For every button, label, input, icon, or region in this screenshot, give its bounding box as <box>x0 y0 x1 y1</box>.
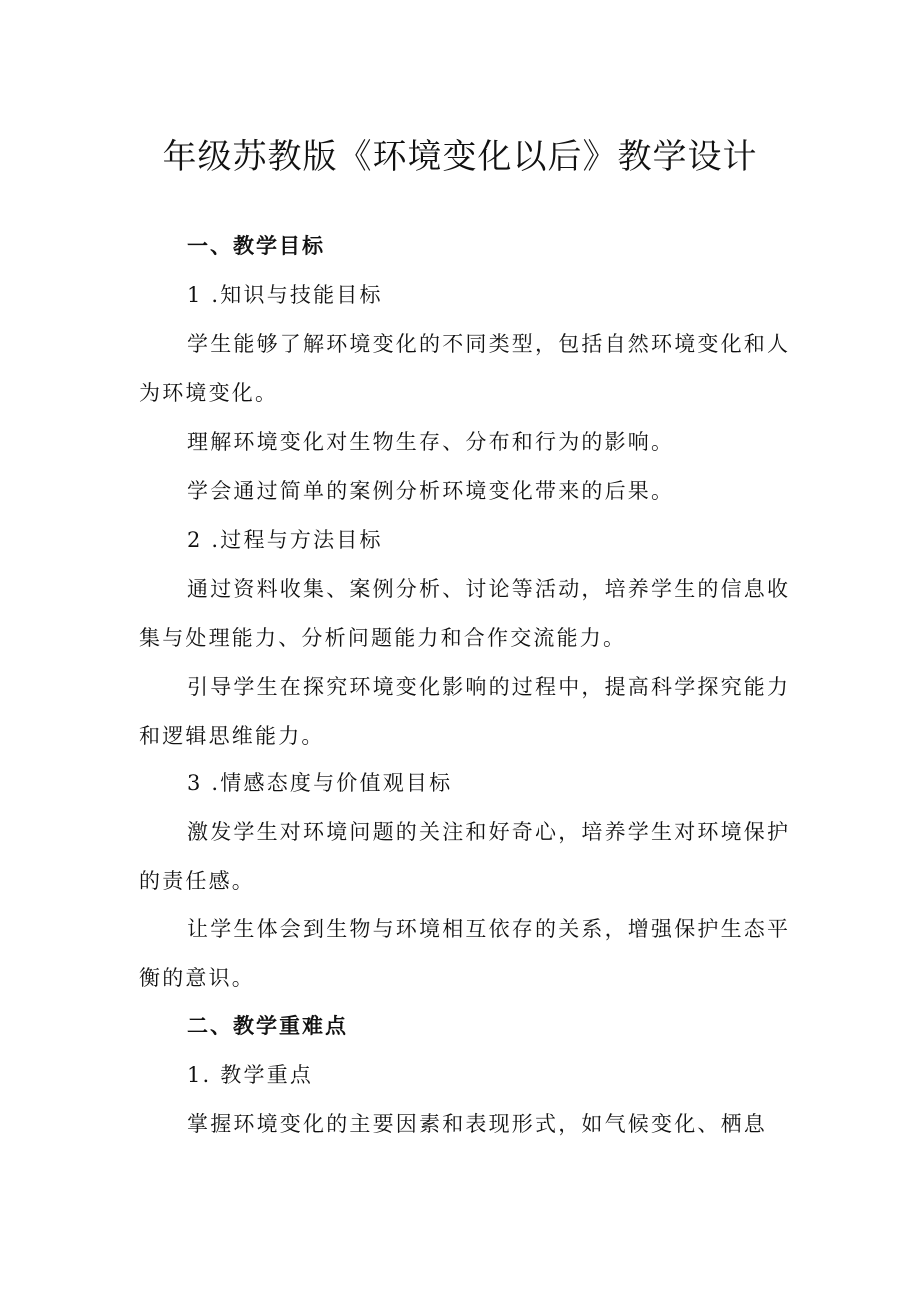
paragraph-knowledge-3: 学会通过简单的案例分析环境变化带来的后果。 <box>187 479 675 503</box>
paragraph-knowledge-2: 理解环境变化对生物生存、分布和行为的影响。 <box>187 430 675 454</box>
document-title: 年级苏教版《环境变化以后》教学设计 <box>162 137 758 177</box>
subheading-knowledge-skills: 1 .知识与技能目标 <box>187 283 383 307</box>
subheading-teaching-focus: 1. 教学重点 <box>187 1063 314 1087</box>
paragraph-line: 为环境变化。 <box>139 381 279 405</box>
paragraph-line: 让学生体会到生物与环境相互依存的关系，增强保护生态平 <box>187 917 791 941</box>
paragraph-process-1 <box>139 565 789 663</box>
paragraph-line: 和逻辑思维能力。 <box>139 724 325 748</box>
paragraph-line: 通过资料收集、案例分析、讨论等活动，培养学生的信息收 <box>187 577 791 601</box>
paragraph-line: 的责任感。 <box>139 869 255 893</box>
paragraph-line: 激发学生对环境问题的关注和好奇心，培养学生对环境保护 <box>187 820 791 844</box>
paragraph-line: 学生能够了解环境变化的不同类型，包括自然环境变化和人 <box>187 332 791 356</box>
subheading-emotion-values: 3 .情感态度与价值观目标 <box>187 771 453 795</box>
section-heading-objectives: 一、教学目标 <box>187 234 325 258</box>
paragraph-teaching-focus-1: 掌握环境变化的主要因素和表现形式，如气候变化、栖息 <box>187 1112 767 1136</box>
paragraph-line: 引导学生在探究环境变化影响的过程中，提高科学探究能力 <box>187 675 791 699</box>
paragraph-emotion-2 <box>139 905 789 1003</box>
paragraph-line: 衡的意识。 <box>139 966 255 990</box>
subheading-process-method: 2 .过程与方法目标 <box>187 528 383 552</box>
paragraph-emotion-1 <box>139 808 789 906</box>
section-heading-key-points: 二、教学重难点 <box>187 1014 348 1038</box>
paragraph-process-2 <box>139 663 789 761</box>
paragraph-line: 集与处理能力、分析问题能力和合作交流能力。 <box>139 626 627 650</box>
paragraph-knowledge-1 <box>139 320 789 418</box>
